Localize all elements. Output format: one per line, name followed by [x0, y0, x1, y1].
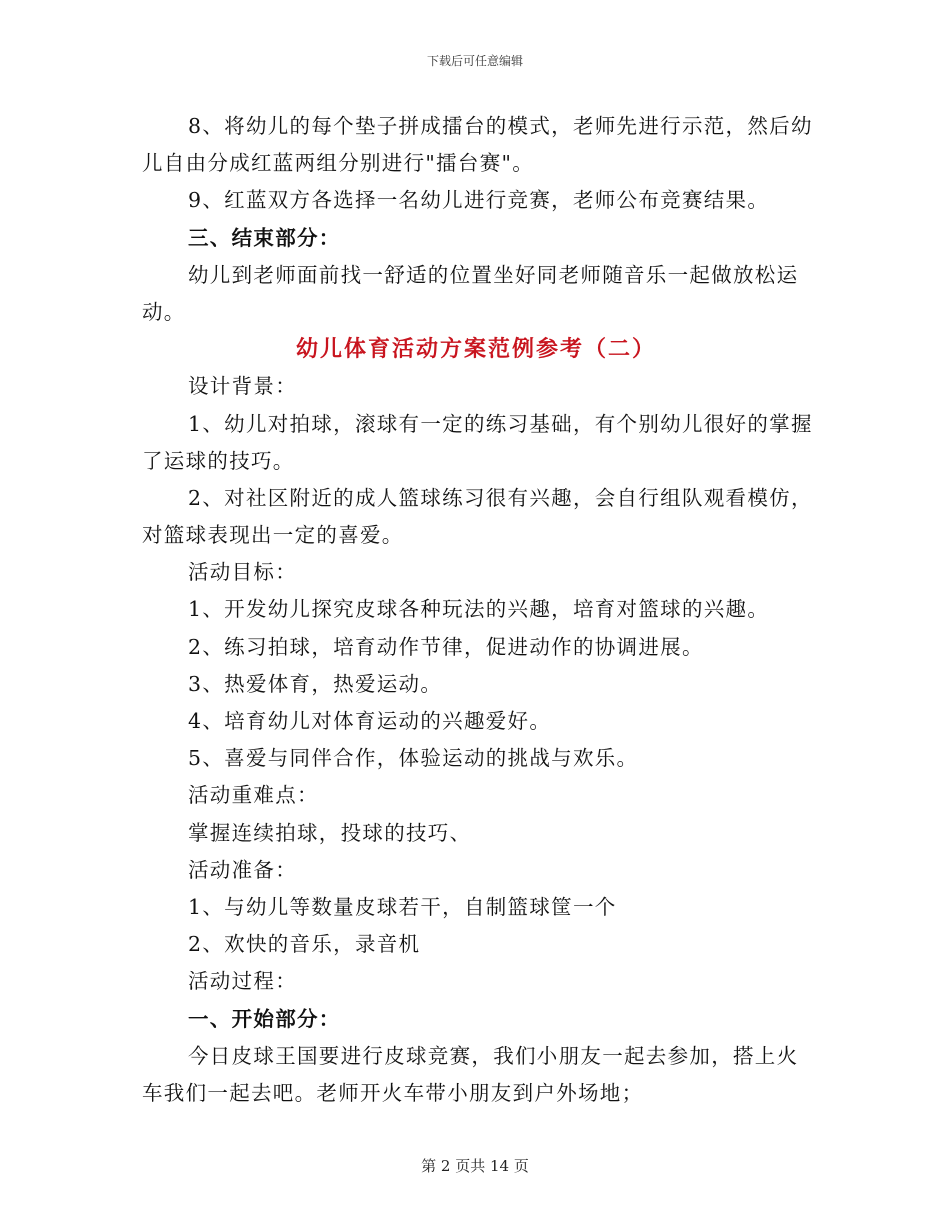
text-line: 9、红蓝双方各选择一名幼儿进行竞赛，老师公布竞赛结果。 [188, 188, 770, 213]
text-line: 活动重难点： [188, 783, 319, 808]
text-line: 2、欢快的音乐，录音机 [188, 932, 421, 957]
text-line: 1、开发幼儿探究皮球各种玩法的兴趣，培育对篮球的兴趣。 [188, 597, 770, 622]
text-line: 活动目标： [188, 560, 297, 585]
header-note: 下载后可任意编辑 [426, 54, 523, 68]
text-line: 1、幼儿对拍球，滚球有一定的练习基础，有个别幼儿很好的掌握 [188, 411, 813, 436]
text-line: 2、对社区附近的成人篮球练习很有兴趣，会自行组队观看模仿， [188, 485, 813, 510]
text-line: 设计背景： [188, 374, 297, 399]
text-line: 活动过程： [188, 969, 297, 994]
text-line: 对篮球表现出一定的喜爱。 [142, 523, 404, 548]
section-title: 幼儿体育活动方案范例参考（二） [295, 336, 656, 363]
page-footer: 第 2 页共 14 页 [421, 1157, 529, 1175]
text-line: 活动准备： [188, 857, 297, 882]
text-line: 8、将幼儿的每个垫子拼成擂台的模式，老师先进行示范，然后幼 [188, 114, 813, 138]
text-line: 今日皮球王国要进行皮球竞赛，我们小朋友一起去参加，搭上火 [188, 1043, 799, 1068]
section-heading: 三、结束部分： [188, 225, 341, 250]
text-line: 了运球的技巧。 [142, 448, 295, 473]
text-line: 儿自由分成红蓝两组分别进行"擂台赛"。 [142, 151, 535, 176]
text-line: 4、培育幼儿对体育运动的兴趣爱好。 [188, 709, 552, 733]
document-body [142, 108, 813, 1112]
text-line: 5、喜爱与同伴合作，体验运动的挑战与欢乐。 [188, 746, 639, 771]
text-line: 3、热爱体育，热爱运动。 [188, 671, 443, 696]
text-line: 1、与幼儿等数量皮球若干，自制篮球筐一个 [188, 894, 617, 919]
text-line: 掌握连续拍球，投球的技巧、 [188, 820, 472, 845]
text-line: 动。 [142, 299, 186, 324]
text-line: 车我们一起去吧。老师开火车带小朋友到户外场地； [142, 1080, 644, 1105]
text-line: 2、练习拍球，培育动作节律，促进动作的协调进展。 [188, 634, 704, 659]
section-heading: 一、开始部分： [188, 1006, 341, 1031]
text-line: 幼儿到老师面前找一舒适的位置坐好同老师随音乐一起做放松运 [188, 262, 799, 287]
